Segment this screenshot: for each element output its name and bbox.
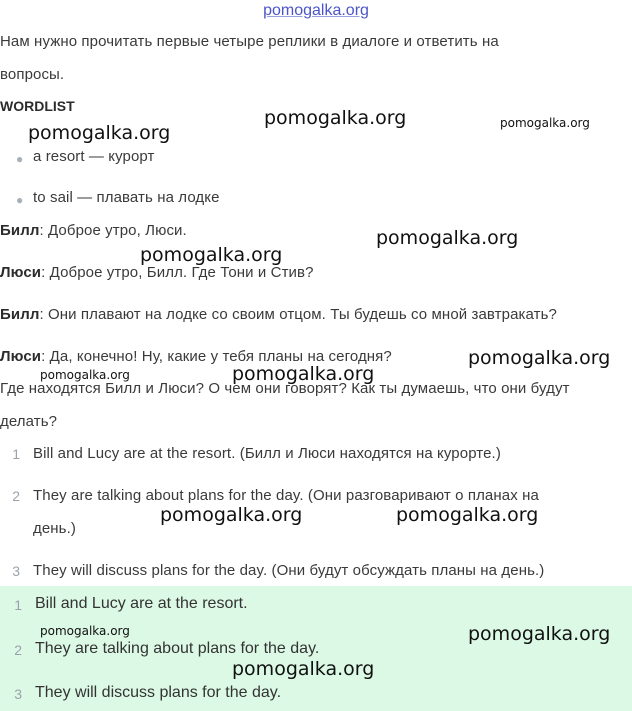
dialogue-text: : Доброе утро, Люси.	[39, 222, 187, 239]
dialogue-text: : Доброе утро, Билл. Где Тони и Стив?	[41, 264, 314, 281]
bullet-icon: ●	[16, 152, 24, 166]
dialogue-text: : Да, конечно! Ну, какие у тебя планы на сегодня?	[41, 348, 392, 365]
dialogue-line	[0, 222, 187, 239]
watermark: pomogalka.org	[40, 368, 130, 382]
watermark: pomogalka.org	[468, 623, 611, 645]
bullet-icon: ●	[16, 193, 24, 207]
answer-highlight: They will discuss plans for the day.	[35, 684, 282, 701]
dialogue-text: : Они плавают на лодке со своим отцом. Ты будешь со мной завтракать?	[39, 306, 557, 323]
speaker-name: Билл	[0, 306, 40, 323]
wordlist-item: to sail — плавать на лодке	[33, 189, 220, 206]
wordlist-item: a resort — курорт	[33, 148, 155, 165]
speaker-name: Люси	[0, 348, 42, 365]
watermark: pomogalka.org	[232, 658, 375, 680]
answer-translated: They are talking about plans for the day. (Они разговаривают о планах на	[33, 487, 539, 504]
watermark: pomogalka.org	[160, 504, 303, 526]
list-number: 1	[12, 446, 20, 462]
intro-line-1: Нам нужно прочитать первые четыре реплики в диалоге и ответить на	[0, 33, 499, 50]
watermark: pomogalka.org	[376, 227, 519, 249]
list-number: 1	[14, 597, 22, 613]
dialogue-line	[0, 264, 314, 281]
intro-line-2: вопросы.	[0, 66, 65, 83]
list-number: 3	[14, 686, 22, 702]
watermark: pomogalka.org	[396, 504, 539, 526]
answer-translated: They will discuss plans for the day. (Они будут обсуждать планы на день.)	[33, 562, 545, 579]
answer-highlight: They are talking about plans for the day.	[35, 640, 320, 657]
watermark: pomogalka.org	[28, 122, 171, 144]
speaker-name: Люси	[0, 264, 42, 281]
answer-highlight: Bill and Lucy are at the resort.	[35, 595, 248, 612]
watermark: pomogalka.org	[468, 347, 611, 369]
answer-translated: Bill and Lucy are at the resort. (Билл и Люси находятся на курорте.)	[33, 445, 501, 462]
list-number: 3	[12, 563, 20, 579]
list-number: 2	[12, 488, 20, 504]
speaker-name: Билл	[0, 222, 40, 239]
list-number: 2	[14, 642, 22, 658]
watermark: pomogalka.org	[232, 363, 375, 385]
watermark: pomogalka.org	[40, 624, 130, 638]
watermark: pomogalka.org	[140, 244, 283, 266]
wordlist-title: WORDLIST	[0, 98, 75, 114]
questions-line-1: Где находятся Билл и Люси? О чем они говорят? Как ты думаешь, что они будут	[0, 380, 570, 397]
questions-line-2: делать?	[0, 413, 58, 430]
answer-translated-cont: день.)	[33, 520, 76, 537]
site-logo[interactable]: pomogalka.org	[263, 2, 369, 19]
watermark: pomogalka.org	[500, 116, 590, 130]
watermark: pomogalka.org	[264, 107, 407, 129]
dialogue-line	[0, 306, 557, 323]
